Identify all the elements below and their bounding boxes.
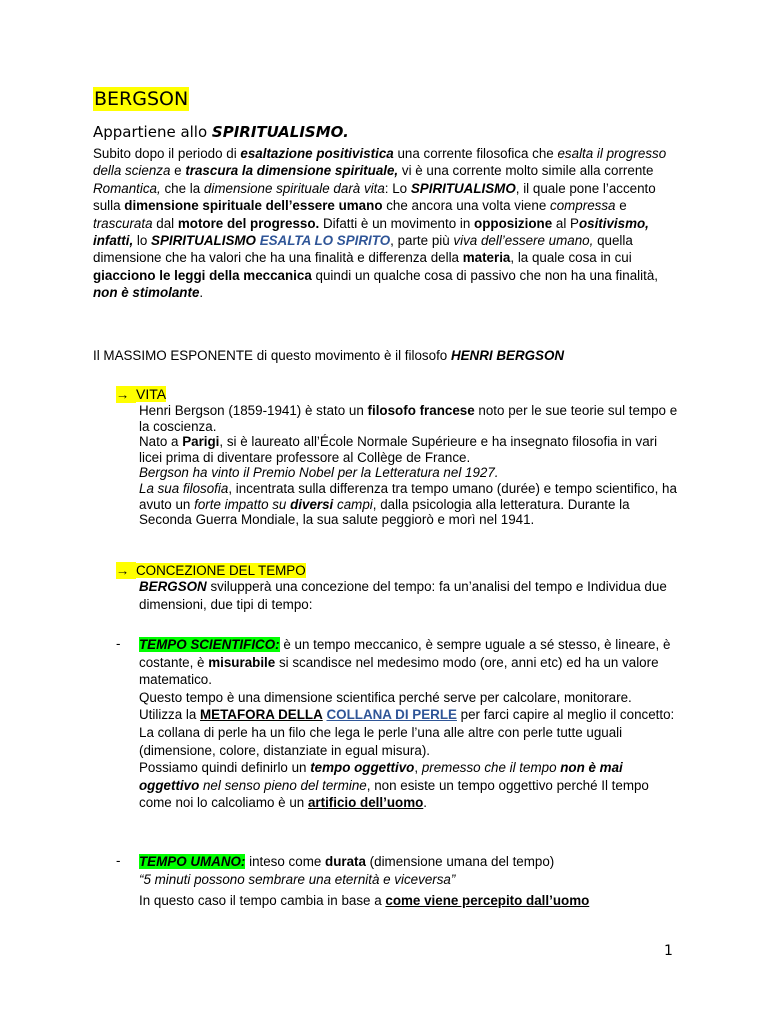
- vita-heading: VITA: [136, 386, 167, 402]
- vita-line-2: Nato a Parigi, si è laureato all’École Normale Supérieure e ha insegnato filosofia in vari licei prima di diventare professore al Collège de France.: [139, 434, 658, 465]
- page-number: 1: [664, 943, 673, 959]
- tempo-umano-quote: “5 minuti possono sembrare una eternità e viceversa”: [139, 871, 456, 887]
- arrow-icon: →: [116, 386, 136, 403]
- tempo-umano-label: TEMPO UMANO:: [139, 854, 246, 869]
- subtitle-bold: SPIRITUALISMO.: [211, 123, 349, 141]
- vita-line-1: Henri Bergson (1859-1941) è stato un filosofo francese noto per le sue teorie sul tempo e la coscienza.: [139, 403, 678, 434]
- massimo-esponente-line: Il MASSIMO ESPONENTE di questo movimento è il filosofo HENRI BERGSON: [93, 348, 565, 363]
- page-title: BERGSON: [94, 88, 189, 110]
- intro-paragraph: Subito dopo il periodo di esaltazione positivistica una corrente filosofica che esalta il progresso della scienza e trascura la dimensione spirituale, vi è una corrente molto simile alla corrente Romantica, che la dimensione spirituale darà vita: Lo SPIRITUALISMO, il quale pone l’accento sulla dimensione spirituale dell’essere umano che ancora una volta viene compressa e trascurata dal motore del progresso. Difatti è un movimento in opposizione al Positivismo, infatti, lo SPIRITUALISMO ESALTA LO SPIRITO, parte più viva dell’essere umano, quella dimensione che ha valori che ha una finalità e differenza della materia, la quale cosa in cui giacciono le leggi della meccanica quindi un qualche cosa di passivo che non ha una finalità, non è stimolante.: [93, 146, 667, 301]
- vita-line-3: Bergson ha vinto il Premio Nobel per la Letteratura nel 1927.: [139, 465, 499, 481]
- concezione-heading-row: [116, 562, 306, 579]
- vita-line-4: La sua filosofia, incentrata sulla differenza tra tempo umano (durée) e tempo scientifico, ha avuto un forte impatto su diversi campi, dalla psicologia alla letteratura. Durante la Seconda Guerra Mondiale, la sua salute peggiorò e morì nel 1941.: [139, 480, 677, 528]
- subtitle: [93, 122, 349, 142]
- vita-text: [139, 403, 679, 528]
- subtitle-lead: Appartiene allo: [93, 123, 212, 141]
- concezione-text: BERGSON svilupperà una concezione del tempo: fa un’analisi del tempo e Individua due dimensioni, due tipi di tempo:: [139, 579, 667, 612]
- list-dash: -: [116, 853, 121, 868]
- list-dash: -: [116, 636, 121, 651]
- concezione-heading: CONCEZIONE DEL TEMPO: [136, 563, 306, 578]
- vita-heading-row: [116, 386, 166, 403]
- tempo-scientifico-text: TEMPO SCIENTIFICO: è un tempo meccanico, è sempre uguale a sé stesso, è lineare, è costante, è misurabile si scandisce nel medesimo modo (ore, anni etc) ed ha un valore matematico. Questo tempo è una dimensione scientifica perché serve per calcolare, monitorare. Utilizza la METAFORA DELLA COLLANA DI PERLE per farci capire al meglio il concetto: La collana di perle ha un filo che lega le perle l’una alle altre con perle tutte uguali (dimensione, colore, distanziate in egual misura). Possiamo quindi definirlo un tempo oggettivo, premesso che il tempo non è mai oggettivo nel senso pieno del termine, non esiste un tempo oggettivo perché Il tempo come noi lo calcoliamo è un artificio dell’uomo.: [139, 637, 675, 811]
- tempo-scientifico-label: TEMPO SCIENTIFICO:: [139, 637, 280, 652]
- arrow-icon: →: [116, 562, 136, 579]
- tempo-umano-text: TEMPO UMANO: inteso come durata (dimensione umana del tempo) “5 minuti possono sembrare una eternità e viceversa” In questo caso il tempo cambia in base a come viene percepito dall’uomo: [139, 854, 590, 909]
